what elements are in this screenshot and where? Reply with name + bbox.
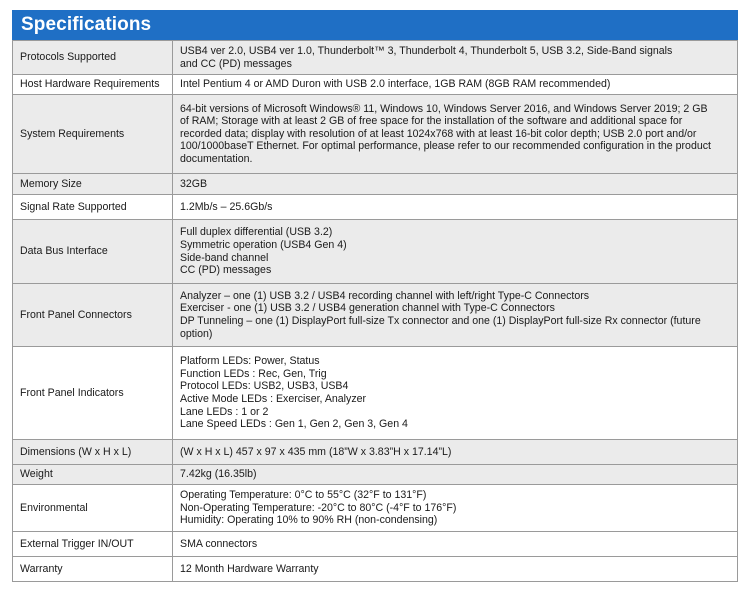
spec-value-line: 12 Month Hardware Warranty bbox=[180, 562, 319, 575]
spec-value-line: Lane Speed LEDs : Gen 1, Gen 2, Gen 3, Gen 4 bbox=[180, 418, 408, 431]
spec-value-line: of RAM; Storage with at least 2 GB of free space for the installation of the software and additional space for bbox=[180, 115, 683, 128]
spec-label: Weight bbox=[13, 465, 173, 485]
spec-value-line: Lane LEDs : 1 or 2 bbox=[180, 405, 269, 418]
spec-value-line: Intel Pentium 4 or AMD Duron with USB 2.0 interface, 1GB RAM (8GB RAM recommended) bbox=[180, 78, 611, 91]
section-header bbox=[12, 10, 738, 40]
spec-value bbox=[173, 557, 738, 582]
spec-value-line: Exerciser - one (1) USB 3.2 / USB4 generation channel with Type-C Connectors bbox=[180, 302, 555, 315]
spec-value-line: SMA connectors bbox=[180, 537, 258, 550]
spec-value-line: Analyzer – one (1) USB 3.2 / USB4 recording channel with left/right Type-C Connectors bbox=[180, 289, 590, 302]
spec-value-line: CC (PD) messages bbox=[180, 264, 272, 277]
spec-value-line: Function LEDs : Rec, Gen, Trig bbox=[180, 367, 327, 380]
spec-value-line: Full duplex differential (USB 3.2) bbox=[180, 226, 333, 239]
spec-row-memory-size bbox=[13, 174, 738, 195]
spec-value-line: Side-band channel bbox=[180, 251, 269, 264]
spec-row-system-requirements bbox=[13, 95, 738, 174]
spec-value-line: USB4 ver 2.0, USB4 ver 1.0, Thunderbolt™ 3, Thunderbolt 4, Thunderbolt 5, USB 3.2, Side-Band signals bbox=[180, 44, 673, 57]
spec-value bbox=[173, 440, 738, 465]
spec-value-line: DP Tunneling – one (1) DisplayPort full-size Tx connector and one (1) DisplayPort full-size Rx connector (future bbox=[180, 315, 701, 327]
spec-label: Warranty bbox=[13, 557, 173, 582]
spec-label: Front Panel Connectors bbox=[13, 284, 173, 347]
spec-value bbox=[173, 174, 738, 195]
spec-value bbox=[173, 75, 738, 95]
specifications-table-body bbox=[13, 41, 738, 582]
spec-value bbox=[173, 347, 738, 440]
spec-label: System Requirements bbox=[13, 95, 173, 174]
spec-value-line: Humidity: Operating 10% to 90% RH (non-condensing) bbox=[180, 514, 438, 527]
spec-value-line: Protocol LEDs: USB2, USB3, USB4 bbox=[180, 380, 349, 393]
spec-value-line: Platform LEDs: Power, Status bbox=[180, 355, 320, 368]
spec-value bbox=[173, 284, 738, 347]
spec-label: Front Panel Indicators bbox=[13, 347, 173, 440]
spec-row-signal-rate-supported bbox=[13, 195, 738, 220]
spec-value-line: Operating Temperature: 0°C to 55°C (32°F to 131°F) bbox=[180, 489, 427, 502]
spec-value-line: Active Mode LEDs : Exerciser, Analyzer bbox=[180, 393, 367, 405]
spec-label: Memory Size bbox=[13, 174, 173, 195]
spec-label: Host Hardware Requirements bbox=[13, 75, 173, 95]
specifications-table bbox=[12, 40, 738, 582]
spec-value bbox=[173, 195, 738, 220]
spec-row-dimensions-w-x-h-x-l bbox=[13, 440, 738, 465]
spec-row-front-panel-indicators bbox=[13, 347, 738, 440]
specifications-sheet bbox=[12, 10, 738, 582]
spec-value-line: and CC (PD) messages bbox=[180, 57, 292, 70]
spec-value bbox=[173, 465, 738, 485]
spec-value-line: 100/1000baseT Ethernet. For optimal performance, please refer to our recommended configuration in the product bbox=[180, 140, 711, 153]
spec-value-line: option) bbox=[180, 327, 213, 340]
spec-label: Data Bus Interface bbox=[13, 220, 173, 284]
spec-value-line: (W x H x L) 457 x 97 x 435 mm (18”W x 3.83”H x 17.14”L) bbox=[180, 445, 452, 458]
spec-value bbox=[173, 220, 738, 284]
spec-value bbox=[173, 95, 738, 174]
spec-label: Signal Rate Supported bbox=[13, 195, 173, 220]
spec-row-external-trigger-in-out bbox=[13, 532, 738, 557]
spec-label: External Trigger IN/OUT bbox=[13, 532, 173, 557]
spec-value-line: 64-bit versions of Microsoft Windows® 11, Windows 10, Windows Server 2016, and Windows Server 2019; 2 GB bbox=[180, 102, 708, 115]
spec-value bbox=[173, 485, 738, 532]
spec-value-line: Symmetric operation (USB4 Gen 4) bbox=[180, 238, 347, 251]
spec-label: Protocols Supported bbox=[13, 41, 173, 75]
spec-label: Environmental bbox=[13, 485, 173, 532]
spec-value-line: 1.2Mb/s – 25.6Gb/s bbox=[180, 200, 273, 213]
spec-value-line: Non-Operating Temperature: -20°C to 80°C (-4°F to 176°F) bbox=[180, 501, 457, 514]
spec-value bbox=[173, 532, 738, 557]
spec-row-front-panel-connectors bbox=[13, 284, 738, 347]
spec-value bbox=[173, 41, 738, 75]
section-title: Specifications bbox=[21, 14, 152, 35]
spec-row-protocols-supported bbox=[13, 41, 738, 75]
spec-label: Dimensions (W x H x L) bbox=[13, 440, 173, 465]
spec-row-weight bbox=[13, 465, 738, 485]
spec-value-line: recorded data; display with resolution of at least 1024x768 with at least 16-bit color depth; USB 2.0 port and/or bbox=[180, 127, 697, 140]
spec-row-environmental bbox=[13, 485, 738, 532]
spec-value-line: 7.42kg (16.35lb) bbox=[180, 468, 257, 481]
spec-value-line: 32GB bbox=[180, 177, 208, 190]
spec-row-warranty bbox=[13, 557, 738, 582]
spec-value-line: documentation. bbox=[180, 152, 253, 165]
spec-row-data-bus-interface bbox=[13, 220, 738, 284]
spec-row-host-hardware-requirements bbox=[13, 75, 738, 95]
